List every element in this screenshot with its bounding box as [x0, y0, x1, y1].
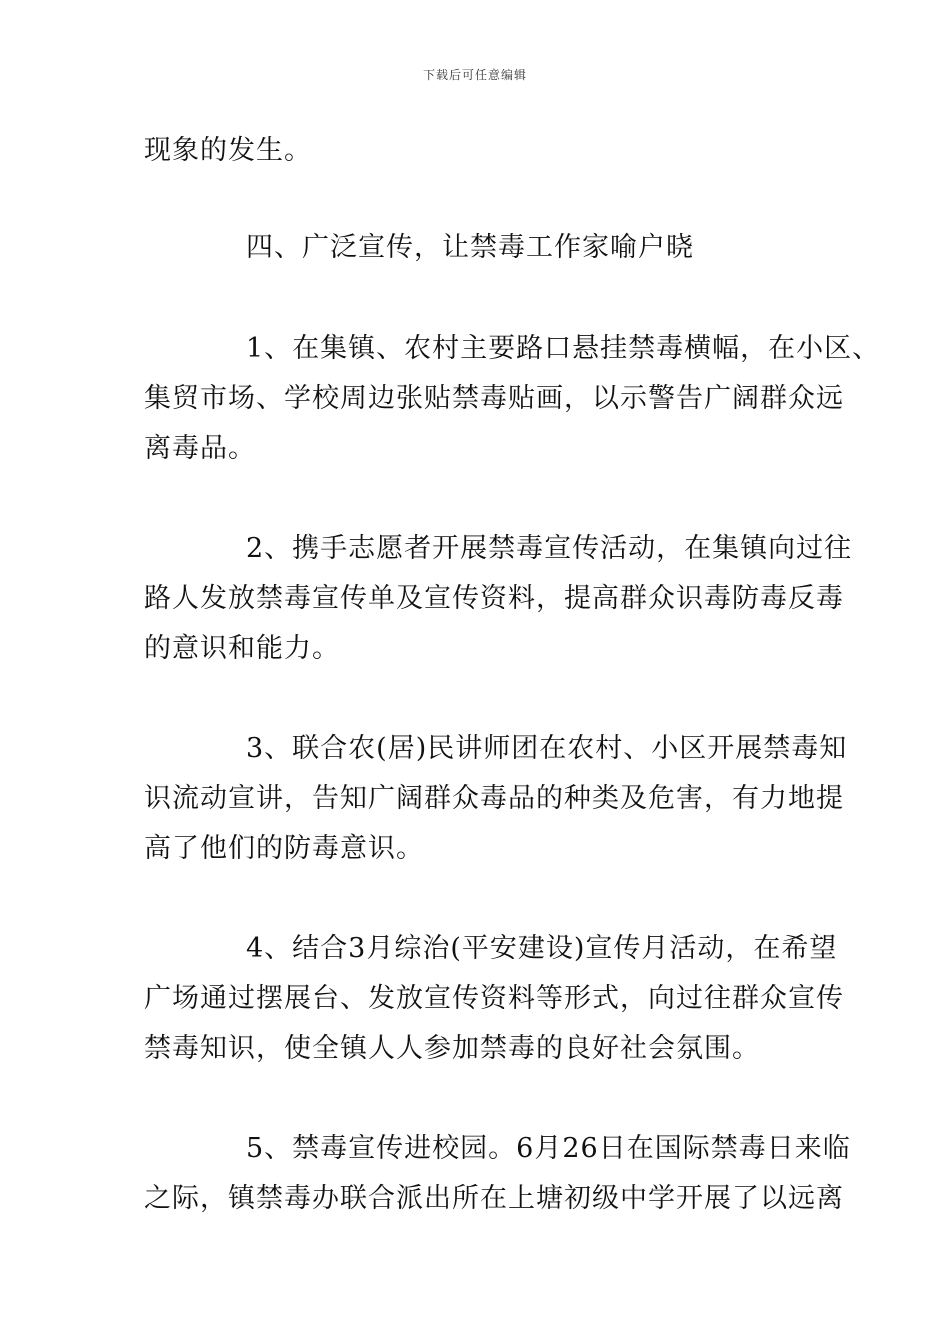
body-text-line: 2、携手志愿者开展禁毒宣传活动，在集镇向过往 — [246, 533, 853, 564]
body-text-line: 路人发放禁毒宣传单及宣传资料，提高群众识毒防毒反毒 — [144, 583, 844, 614]
body-text-line: 集贸市场、学校周边张贴禁毒贴画，以示警告广阔群众远 — [144, 383, 844, 414]
body-text-line: 广场通过摆展台、发放宣传资料等形式，向过往群众宣传 — [144, 983, 844, 1014]
body-text-line: 之际，镇禁毒办联合派出所在上塘初级中学开展了以远离 — [144, 1183, 844, 1214]
body-text-line: 的意识和能力。 — [144, 633, 340, 664]
body-text-line: 现象的发生。 — [144, 135, 312, 166]
body-text-line: 3、联合农(居)民讲师团在农村、小区开展禁毒知 — [246, 733, 848, 764]
page-header-note: 下载后可任意编辑 — [422, 68, 527, 82]
body-text-line: 4、结合3月综治(平安建设)宣传月活动，在希望 — [246, 933, 838, 964]
body-text-line: 高了他们的防毒意识。 — [144, 833, 424, 864]
body-text-line: 5、禁毒宣传进校园。6月26日在国际禁毒日来临 — [246, 1133, 851, 1164]
body-text-line: 识流动宣讲，告知广阔群众毒品的种类及危害，有力地提 — [144, 783, 844, 814]
body-text-line: 禁毒知识，使全镇人人参加禁毒的良好社会氛围。 — [144, 1033, 760, 1064]
body-text-line: 1、在集镇、农村主要路口悬挂禁毒横幅，在小区、 — [246, 333, 881, 364]
body-text-line: 离毒品。 — [144, 433, 256, 464]
section-heading: 四、广泛宣传，让禁毒工作家喻户晓 — [246, 232, 694, 263]
